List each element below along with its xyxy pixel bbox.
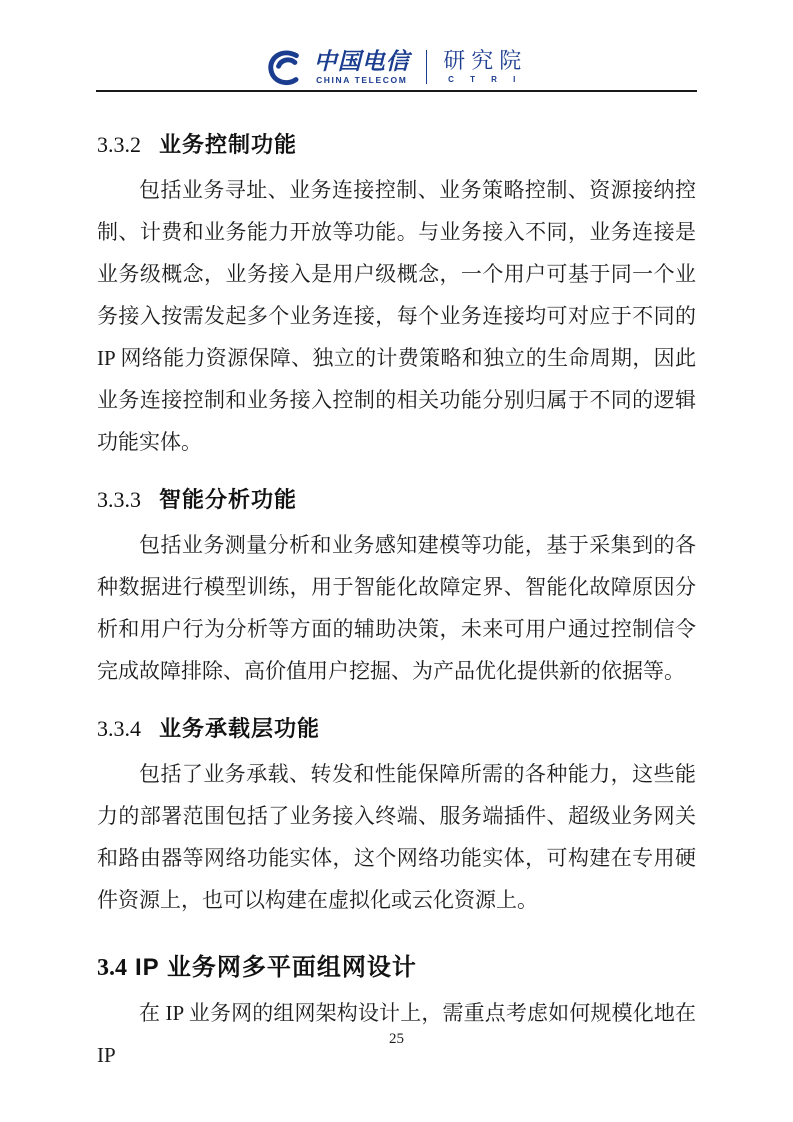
page-number: 25 [389,1031,404,1047]
page-footer [0,1030,793,1048]
section-number: 3.3.3 [97,487,141,512]
section-heading-3-4 [97,947,696,982]
division-name-en: C T R I [448,75,523,84]
section-heading-3-3-3 [97,483,696,514]
section-title: 业务承载层功能 [159,716,321,741]
section-number: 3.3.4 [97,716,141,741]
brand-name-cn: 中国电信 [313,47,410,74]
brand-block [313,47,410,85]
page-header [96,0,697,92]
section-heading-3-3-4 [97,712,696,743]
section-title: 业务控制功能 [159,132,298,157]
paragraph: 包括业务测量分析和业务感知建模等功能，基于采集到的各种数据进行模型训练，用于智能化故障定界、智能化故障原因分析和用户行为分析等方面的辅助决策，未来可用户通过控制信令完成故障排除、高价值用户挖掘、为产品优化提供新的依据等。 [97,533,696,683]
china-telecom-logo [96,46,697,88]
brand-name-en: CHINA TELECOM [316,74,408,85]
logo-divider [426,50,428,84]
section-number: 3.3.2 [97,132,141,157]
paragraph: 包括业务寻址、业务连接控制、业务策略控制、资源接纳控制、计费和业务能力开放等功能。与业务接入不同，业务连接是业务级概念，业务接入是用户级概念，一个用户可基于同一个业务接入按需发起多个业务连接，每个业务连接均可对应于不同的 IP 网络能力资源保障、独立的计费策略和独立的生命周期，因此业务连接控制和业务接入控制的相关功能分别归属于不同的逻辑功能实体。 [97,178,696,454]
section-number: 3.4 [97,955,127,981]
section-heading-3-3-2 [97,128,696,159]
paragraph: 包括了业务承载、转发和性能保障所需的各种能力，这些能力的部署范围包括了业务接入终端、服务端插件、超级业务网关和路由器等网络功能实体，这个网络功能实体，可构建在专用硬件资源上，也可以构建在虚拟化或云化资源上。 [97,762,696,912]
division-name-cn: 研究院 [443,48,528,73]
document-content [97,92,696,1076]
section-title: IP 业务网多平面组网设计 [135,954,417,981]
division-block [443,50,527,84]
section-title: 智能分析功能 [159,487,298,512]
paragraph: 在 IP 业务网的组网架构设计上，需重点考虑如何规模化地在 IP [97,1001,696,1067]
china-telecom-logo-icon [266,48,304,86]
